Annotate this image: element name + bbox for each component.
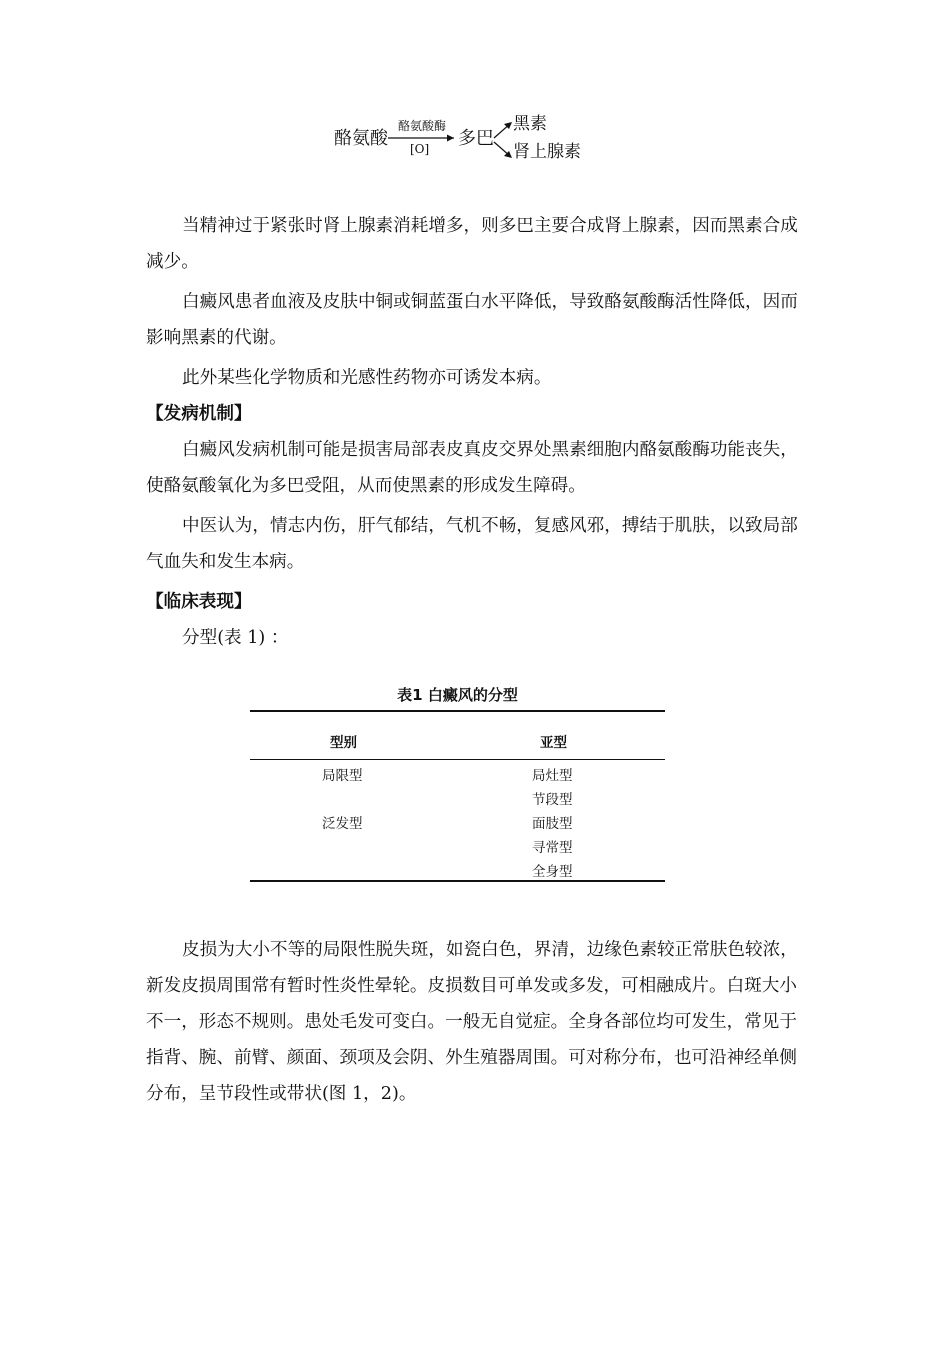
table-cell-subtype: 局灶型 <box>532 768 573 784</box>
table-cell-subtype: 面肢型 <box>532 816 573 832</box>
paragraph-tcm: 中医认为，情志内伤，肝气郁结，气机不畅，复感风邪，搏结于肌肤，以致局部气血失和发生本病。 <box>146 516 798 572</box>
intermediate-label: 多巴 <box>458 128 494 149</box>
table-cell-type: 局限型 <box>322 768 363 784</box>
condition-label: [O] <box>410 142 430 156</box>
table-title: 表1 白癜风的分型 <box>397 686 518 704</box>
table-header-type: 型别 <box>330 735 357 751</box>
table-header-subtype: 亚型 <box>540 735 567 751</box>
paragraph-clinical: 皮损为大小不等的局限性脱失斑，如瓷白色，界清，边缘色素较正常肤色较浓，新发皮损周围常有暂时性炎性晕轮。皮损数目可单发或多发，可相融成片。白斑大小不一，形态不规则。患处毛发可变白。一般无自觉症。全身各部位均可发生，常见于指背、腕、前臂、颜面、颈项及会阴、外生殖器周围。可对称分布，也可沿神经单侧分布，呈节段性或带状(图 1，2)。 <box>146 940 798 1104</box>
paragraph-adrenaline: 当精神过于紧张时肾上腺素消耗增多，则多巴主要合成肾上腺素，因而黑素合成减少。 <box>146 216 798 272</box>
classification-intro: 分型(表 1) ： <box>182 628 289 648</box>
table-cell-subtype: 节段型 <box>532 792 573 808</box>
table-cell-type: 泛发型 <box>322 816 363 832</box>
product-down-label: 肾上腺素 <box>513 142 581 162</box>
paragraph-chemicals: 此外某些化学物质和光感性药物亦可诱发本病。 <box>182 368 552 388</box>
table-cell-subtype: 寻常型 <box>532 840 573 856</box>
table-header-rule <box>250 759 665 760</box>
product-up-label: 黑素 <box>513 114 547 134</box>
reactant-label: 酪氨酸 <box>334 128 388 149</box>
paragraph-mechanism: 白癜风发病机制可能是损害局部表皮真皮交界处黑素细胞内酪氨酸酶功能丧失，使酪氨酸氧化为多巴受阻，从而使黑素的形成发生障碍。 <box>146 440 798 496</box>
table-top-rule <box>250 710 665 712</box>
reaction-scheme <box>330 112 590 168</box>
enzyme-label: 酪氨酸酶 <box>398 119 447 133</box>
heading-pathogenesis: 【发病机制】 <box>146 404 252 424</box>
heading-clinical: 【临床表现】 <box>146 592 252 612</box>
table-bottom-rule <box>250 880 665 882</box>
paragraph-copper: 白癜风患者血液及皮肤中铜或铜蓝蛋白水平降低，导致酪氨酸酶活性降低，因而影响黑素的代谢。 <box>146 292 798 348</box>
table-cell-subtype: 全身型 <box>532 864 573 880</box>
